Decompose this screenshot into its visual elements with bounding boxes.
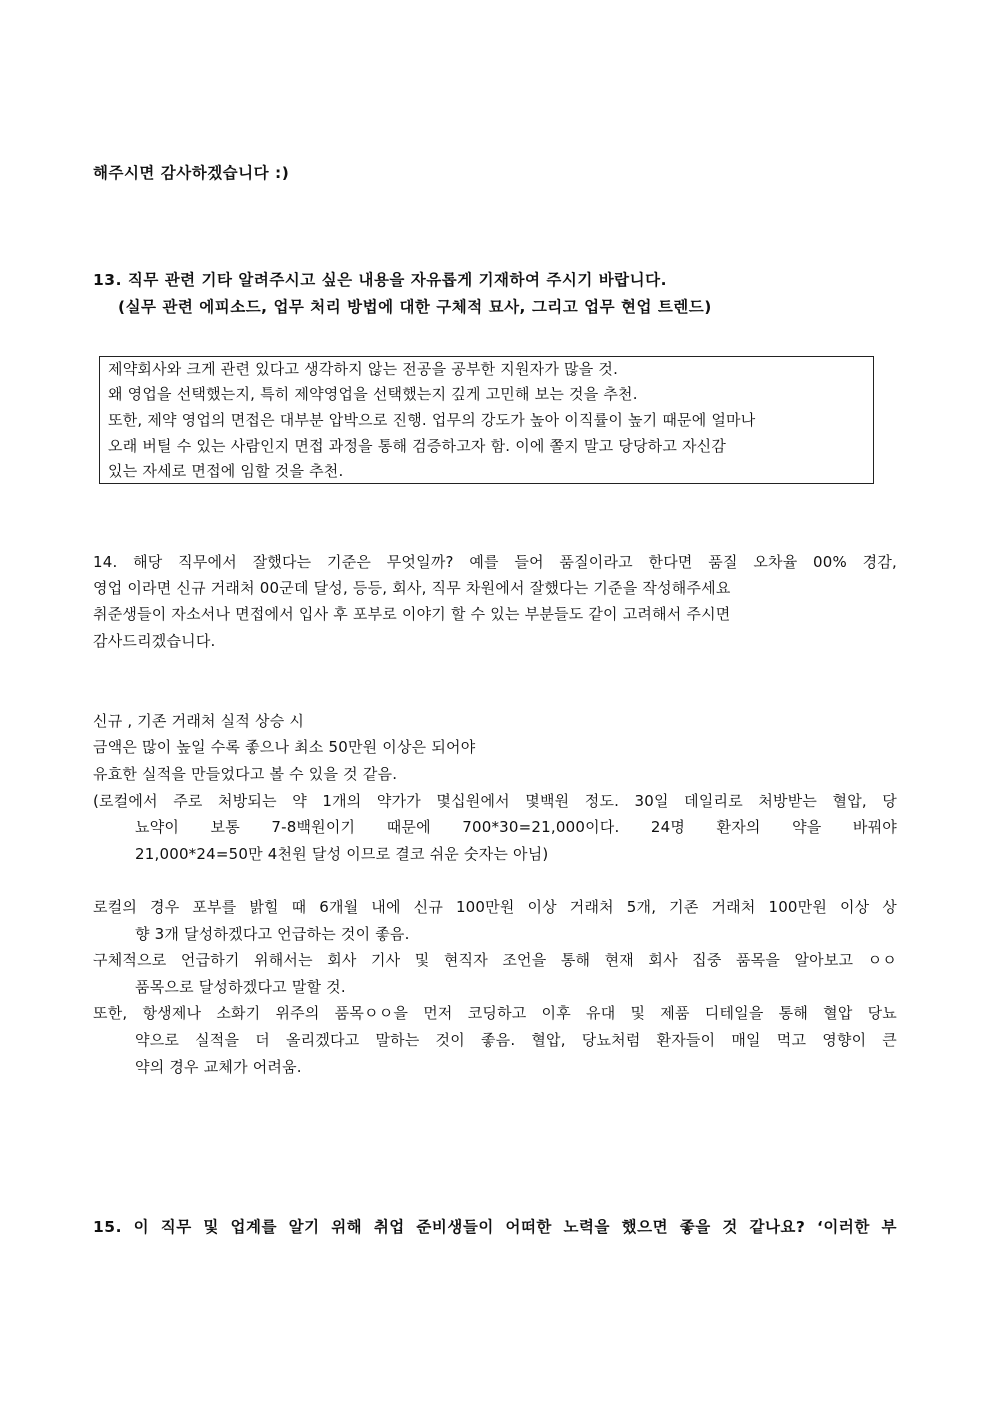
q13-title: 13. 직무 관련 기타 알려주시고 싶은 내용을 자유롭게 기재하여 주시기 바랍니다. — [93, 271, 667, 289]
q15-title: 15. 이 직무 및 업계를 알기 위해 취업 준비생들이 어떠한 노력을 했으면 좋을 것 같나요? ‘이러한 부 — [93, 1218, 897, 1236]
q14-answer-line: 품목으로 달성하겠다고 말할 것. — [135, 978, 346, 996]
q14-question-line: 14. 해당 직무에서 잘했다는 기준은 무엇일까? 예를 들어 품질이라고 한다면 품질 오차율 00% 경감, — [93, 553, 897, 571]
q14-answer-line: 신규 , 기존 거래처 실적 상승 시 — [93, 712, 305, 730]
q13-answer-line: 제약회사와 크게 관련 있다고 생각하지 않는 전공을 공부한 지원자가 많을 것. — [108, 360, 619, 378]
q14-question-line: 영업 이라면 신규 거래처 00군데 달성, 등등, 회사, 직무 차원에서 잘했다는 기준을 작성해주세요 — [93, 579, 731, 597]
q13-answer-line: 왜 영업을 선택했는지, 특히 제약영업을 선택했는지 깊게 고민해 보는 것을 추천. — [108, 385, 638, 403]
q14-answer-line: 뇨약이 보통 7-8백원이기 때문에 700*30=21,000이다. 24명 환자의 약을 바꿔야 — [135, 818, 897, 836]
q13-answer-line: 오래 버틸 수 있는 사람인지 면접 과정을 통해 검증하고자 함. 이에 쫄지 말고 당당하고 자신감 — [108, 437, 727, 455]
q14-answer-line: 약으로 실적을 더 올리겠다고 말하는 것이 좋음. 혈압, 당뇨처럼 환자들이 매일 먹고 영향이 큰 — [135, 1031, 897, 1049]
q14-question-line: 취준생들이 자소서나 면접에서 입사 후 포부로 이야기 할 수 있는 부분들도 같이 고려해서 주시면 — [93, 605, 731, 623]
q14-question-line: 감사드리겠습니다. — [93, 632, 216, 650]
q14-answer-line: 향 3개 달성하겠다고 언급하는 것이 좋음. — [135, 925, 410, 943]
intro-closing-line: 해주시면 감사하겠습니다 :) — [93, 164, 290, 182]
q14-answer-line: 21,000*24=50만 4천원 달성 이므로 결코 쉬운 숫자는 아님) — [135, 845, 549, 863]
q14-answer-line: 구체적으로 언급하기 위해서는 회사 기사 및 현직자 조언을 통해 현재 회사 집중 품목을 알아보고 ㅇㅇ — [93, 951, 897, 969]
q14-answer-line: 금액은 많이 높일 수록 좋으나 최소 50만원 이상은 되어야 — [93, 738, 476, 756]
q14-answer-line: 로컬의 경우 포부를 밝힐 때 6개월 내에 신규 100만원 이상 거래처 5개, 기존 거래처 100만원 이상 상 — [93, 898, 897, 916]
q14-answer-line: 또한, 항생제나 소화기 위주의 품목ㅇㅇ을 먼저 코딩하고 이후 유대 및 제품 디테일을 통해 혈압 당뇨 — [93, 1004, 897, 1022]
q13-subtitle: (실무 관련 에피소드, 업무 처리 방법에 대한 구체적 묘사, 그리고 업무 현업 트렌드) — [118, 298, 712, 316]
q14-answer-line: 유효한 실적을 만들었다고 볼 수 있을 것 같음. — [93, 765, 398, 783]
q14-answer-line: 약의 경우 교체가 어려움. — [135, 1058, 302, 1076]
q14-answer-line: (로컬에서 주로 처방되는 약 1개의 약가가 몇십원에서 몇백원 정도. 30일 데일리로 처방받는 혈압, 당 — [93, 792, 897, 810]
q13-answer-line: 있는 자세로 면접에 임할 것을 추천. — [108, 462, 344, 480]
q13-answer-box — [99, 356, 874, 484]
q13-answer-line: 또한, 제약 영업의 면접은 대부분 압박으로 진행. 업무의 강도가 높아 이직률이 높기 때문에 얼마나 — [108, 411, 756, 429]
